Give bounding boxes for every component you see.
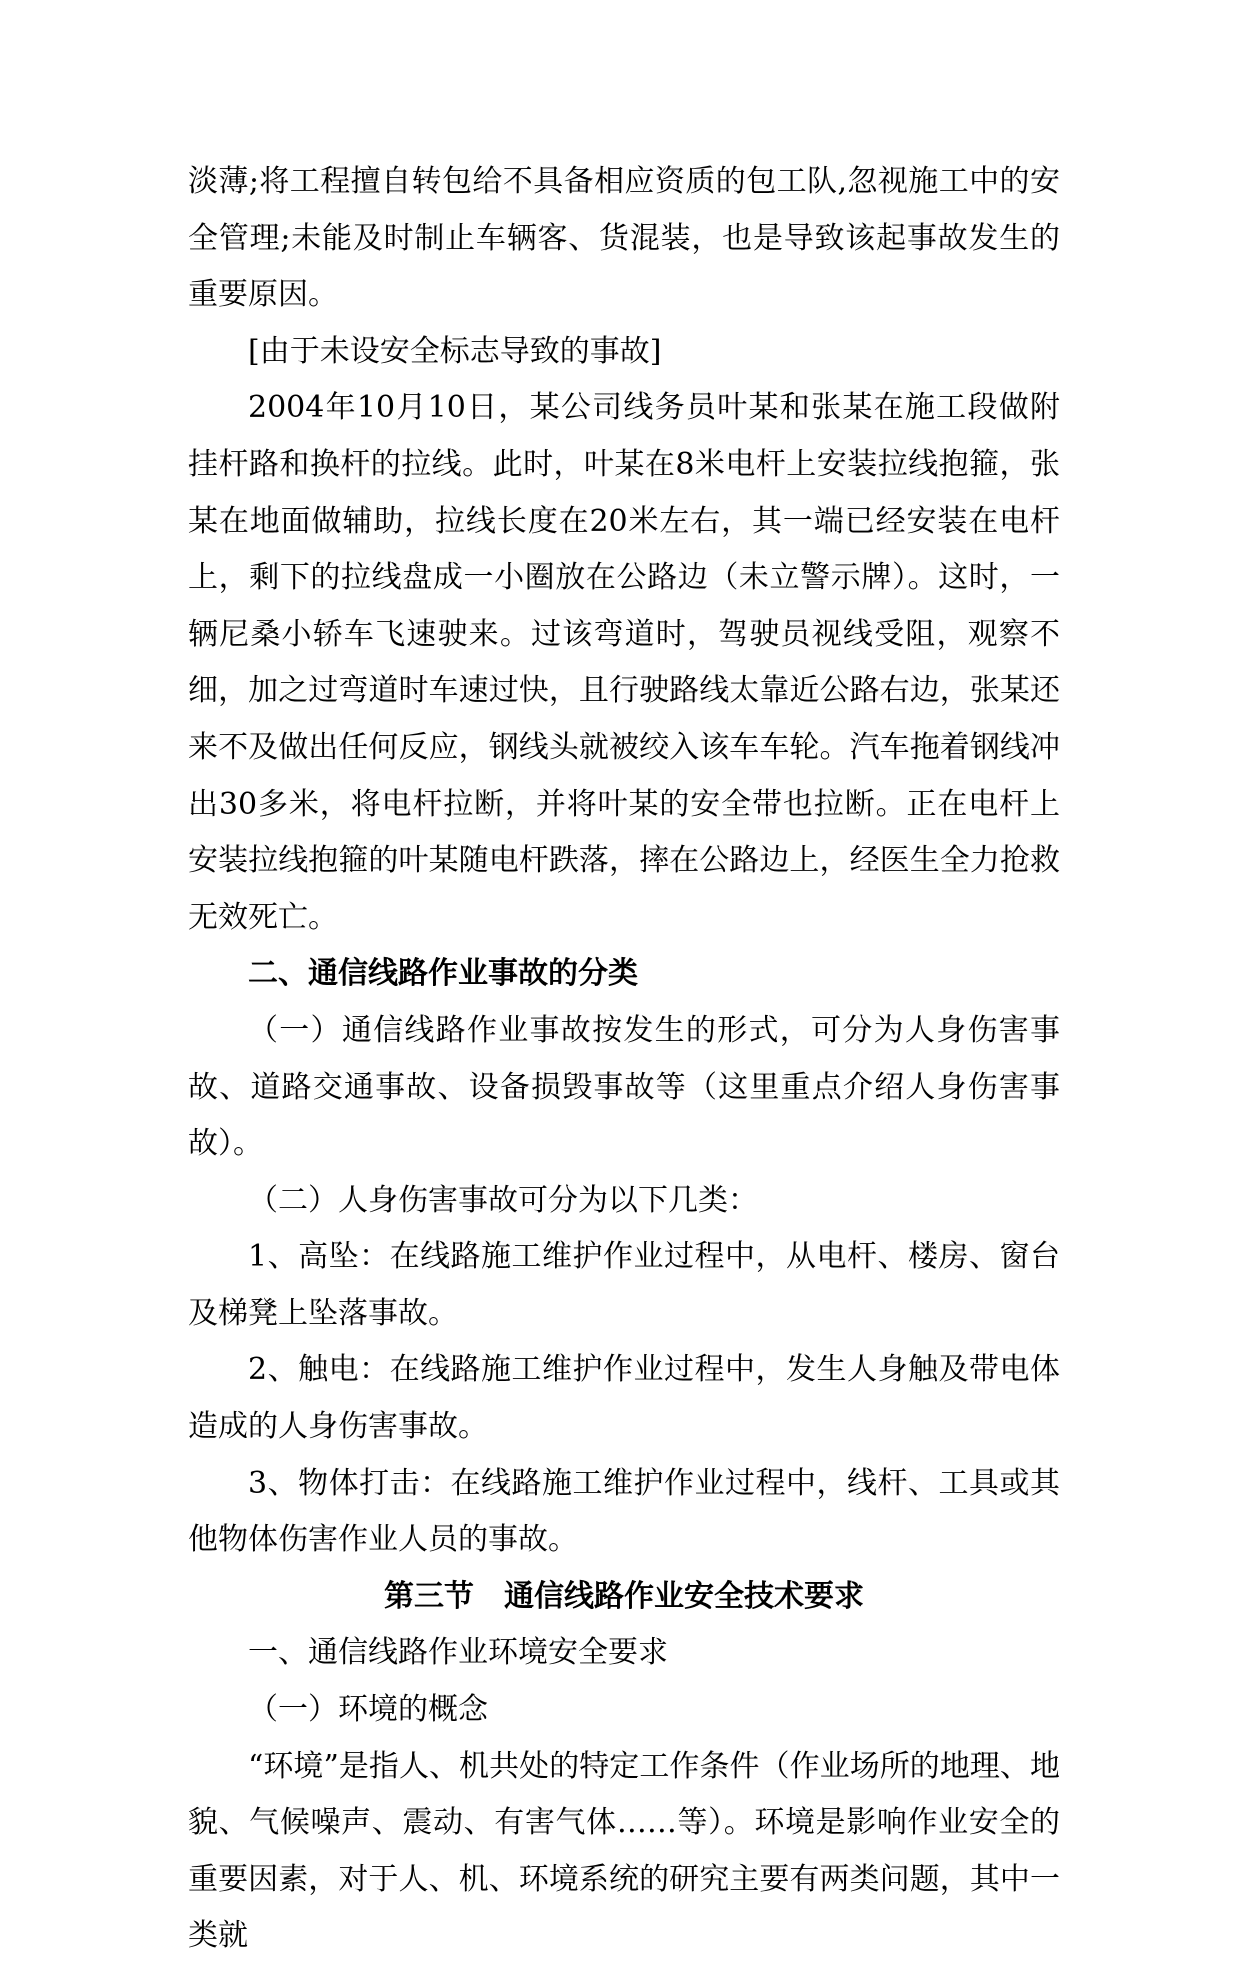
subsection-heading-concept: （一）环境的概念 xyxy=(248,1692,488,1728)
case-description: 2004年10月10日，某公司线务员叶某和张某在施工段做附挂杆路和换杆的拉线。此时，叶某在8米电杆上安装拉线抱箍，张某在地面做辅助，拉线长度在20米左右，其一端已经安装在电杆上，剩下的拉线盘成一小圈放在公路边（未立警示牌）。这时，一辆尼桑小轿车飞速驶来。过该弯道时，驾驶员视线受阻，观察不细，加之过弯道时车速过快，且行驶路线太靠近公路右边，张某还来不及做出任何反应，钢线头就被绞入该车车轮。汽车拖着钢线冲出30多米，将电杆拉断，并将叶某的安全带也拉断。正在电杆上安装拉线抱箍的叶某随电杆跌落，摔在公路边上，经医生全力抢救无效死亡。 xyxy=(188,390,1060,935)
section-heading-classification: 二、通信线路作业事故的分类 xyxy=(248,956,638,992)
case-heading: [由于未设安全标志导致的事故] xyxy=(248,333,662,369)
injury-type-electric-shock: 2、触电：在线路施工维护作业过程中，发生人身触及带电体造成的人身伤害事故。 xyxy=(188,1352,1060,1445)
classification-item-2: （二）人身伤害事故可分为以下几类： xyxy=(248,1182,758,1218)
environment-definition: “环境”是指人、机共处的特定工作条件（作业场所的地理、地貌、气候噪声、震动、有害气体……等）。环境是影响作业安全的重要因素，对于人、机、环境系统的研究主要有两类问题，其中一类就 xyxy=(188,1748,1060,1954)
chapter-section-title: 第三节 通信线路作业安全技术要求 xyxy=(384,1578,864,1614)
injury-type-fall: 1、高坠：在线路施工维护作业过程中，从电杆、楼房、窗台及梯凳上坠落事故。 xyxy=(188,1239,1060,1331)
paragraph-continuation: 淡薄;将工程擅自转包给不具备相应资质的包工队,忽视施工中的安全管理;未能及时制止车辆客、货混装，也是导致该起事故发生的重要原因。 xyxy=(188,164,1060,313)
document-body xyxy=(188,154,1060,1965)
classification-item-1: （一）通信线路作业事故按发生的形式，可分为人身伤害事故、道路交通事故、设备损毁事故等（这里重点介绍人身伤害事故）。 xyxy=(188,1012,1060,1162)
injury-type-object-strike: 3、物体打击：在线路施工维护作业过程中，线杆、工具或其他物体伤害作业人员的事故。 xyxy=(188,1465,1060,1558)
subsection-heading-environment: 一、通信线路作业环境安全要求 xyxy=(248,1635,668,1671)
